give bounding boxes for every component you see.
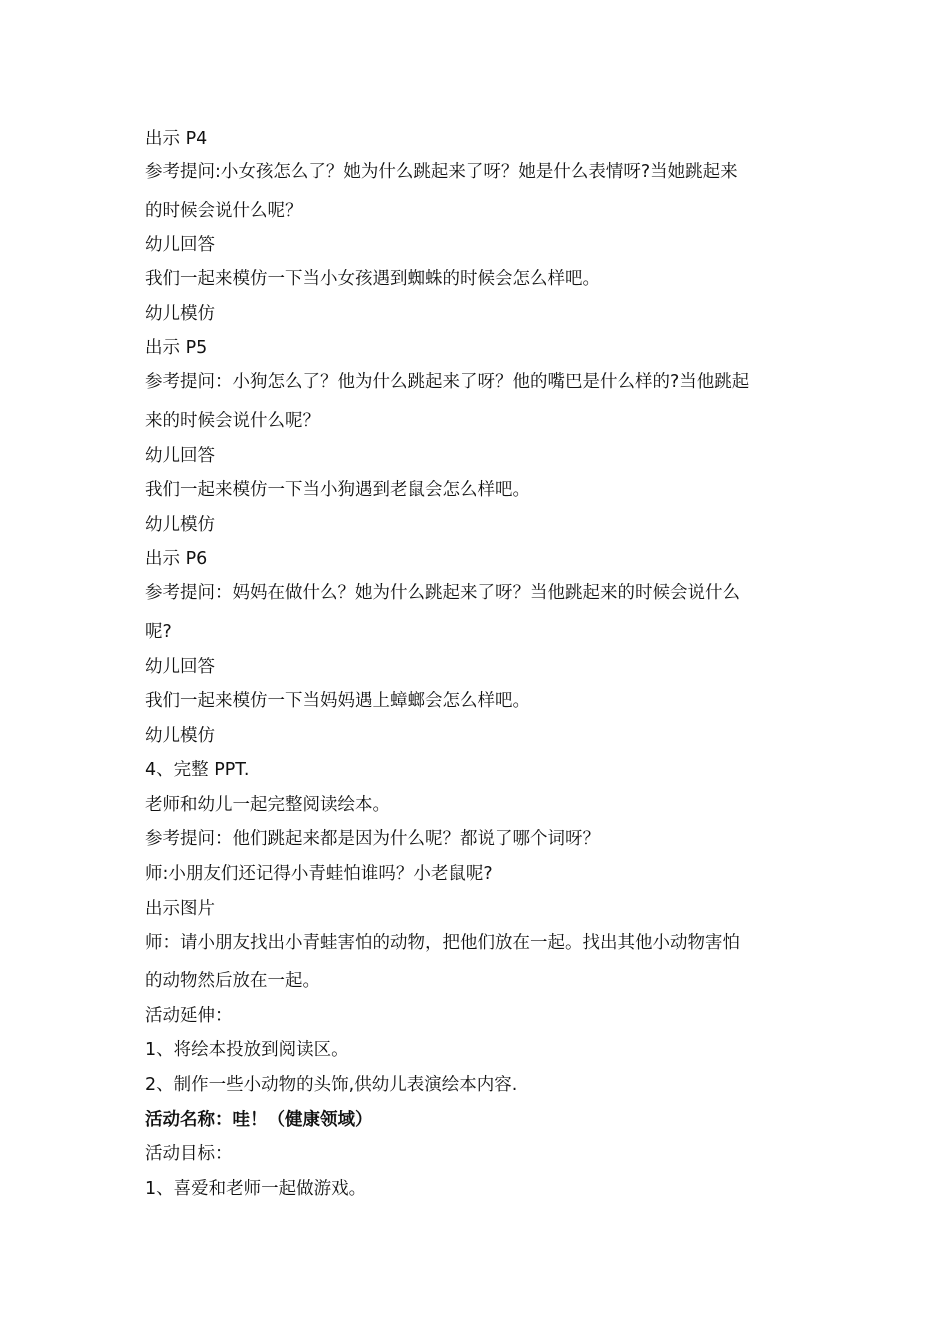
text-line: 参考提问：小狗怎么了？他为什么跳起来了呀？他的嘴巴是什么样的?当他跳起 [145, 372, 750, 392]
text-line: 幼儿回答 [145, 657, 215, 677]
text-line: 来的时候会说什么呢？ [145, 411, 320, 431]
text-line: 幼儿模仿 [145, 515, 215, 535]
text-line: 幼儿回答 [145, 235, 215, 255]
text-line: 的动物然后放在一起。 [145, 971, 320, 991]
text-line: 幼儿模仿 [145, 726, 215, 746]
text-line: 参考提问：他们跳起来都是因为什么呢？都说了哪个词呀？ [145, 829, 600, 849]
text-line: 我们一起来模仿一下当小狗遇到老鼠会怎么样吧。 [145, 480, 530, 500]
text-line: 我们一起来模仿一下当小女孩遇到蜘蛛的时候会怎么样吧。 [145, 269, 600, 289]
text-line: 活动延伸： [145, 1006, 233, 1026]
text-line: 2、制作一些小动物的头饰,供幼儿表演绘本内容. [145, 1075, 518, 1095]
text-line: 1、将绘本投放到阅读区。 [145, 1040, 349, 1060]
text-line: 幼儿模仿 [145, 304, 215, 324]
text-line: 幼儿回答 [145, 446, 215, 466]
text-line: 老师和幼儿一起完整阅读绘本。 [145, 795, 390, 815]
text-line: 出示 P6 [145, 549, 208, 569]
text-line: 师:小朋友们还记得小青蛙怕谁吗？小老鼠呢? [145, 864, 493, 884]
text-line: 出示图片 [145, 899, 215, 919]
section-heading: 活动名称：哇！（健康领域） [145, 1110, 373, 1130]
text-line: 4、完整 PPT. [145, 760, 250, 780]
text-line: 师：请小朋友找出小青蛙害怕的动物，把他们放在一起。找出其他小动物害怕 [145, 933, 740, 953]
text-line: 参考提问：妈妈在做什么？她为什么跳起来了呀？当他跳起来的时候会说什么 [145, 583, 740, 603]
text-line: 出示 P4 [145, 129, 208, 149]
text-line: 我们一起来模仿一下当妈妈遇上蟑螂会怎么样吧。 [145, 691, 530, 711]
text-line: 活动目标： [145, 1144, 233, 1164]
text-line: 参考提问:小女孩怎么了？她为什么跳起来了呀？她是什么表情呀?当她跳起来 [145, 162, 738, 182]
text-line: 呢? [145, 622, 172, 642]
text-line: 的时候会说什么呢？ [145, 201, 303, 221]
text-line: 1、喜爱和老师一起做游戏。 [145, 1179, 367, 1199]
text-line: 出示 P5 [145, 338, 208, 358]
